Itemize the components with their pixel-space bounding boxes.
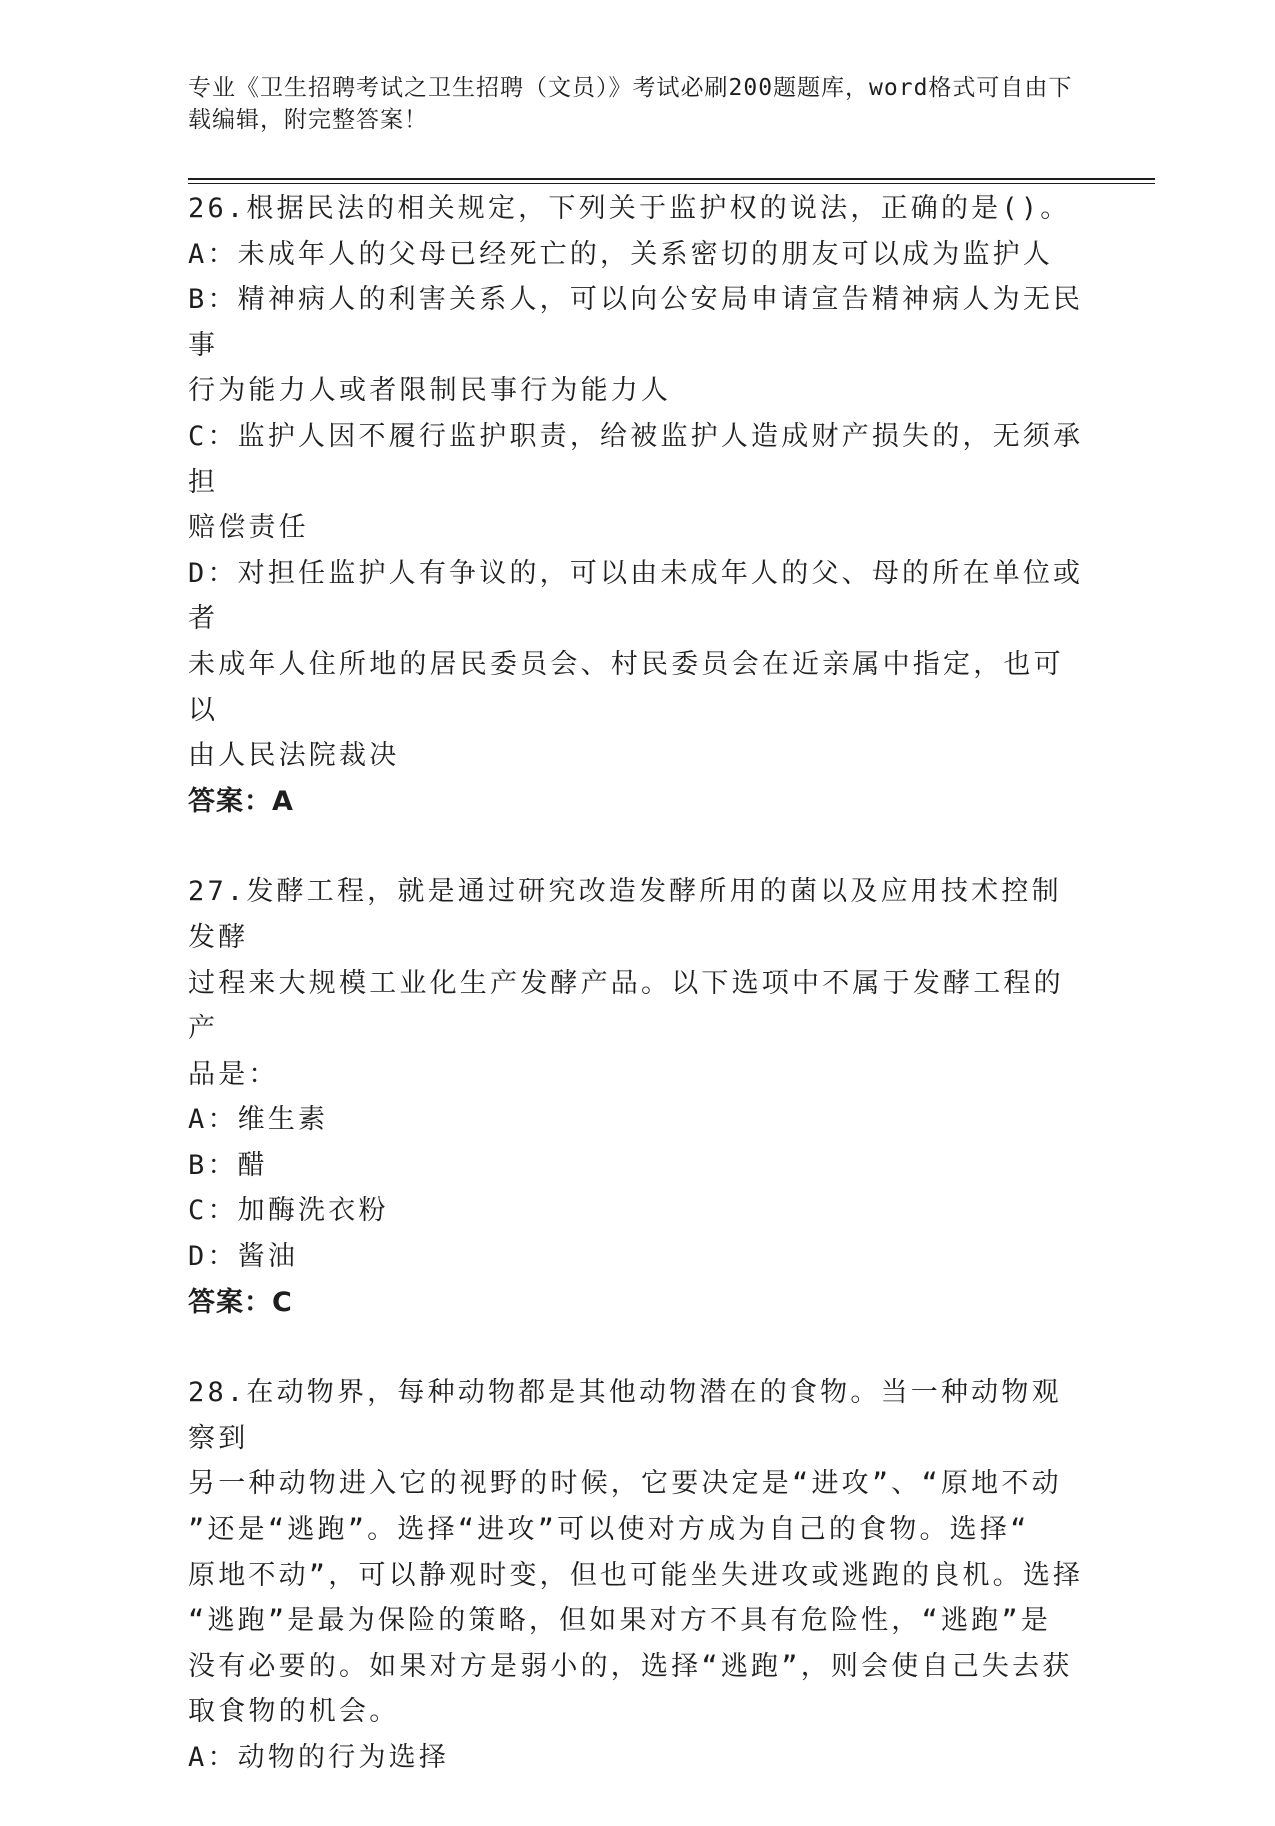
option-d: D：对担任监护人有争议的，可以由未成年人的父、母的所在单位或者 [188, 557, 1084, 635]
question-stem-continued: 品是： [188, 1058, 279, 1090]
option-d: D：酱油 [188, 1241, 299, 1273]
option-d-continued: 由人民法院裁决 [188, 740, 400, 772]
question-28 [188, 1370, 1088, 1780]
header-divider-thick [188, 178, 1155, 180]
option-c-continued: 赔偿责任 [188, 512, 309, 544]
question-stem-continued: “逃跑”是最为保险的策略，但如果对方不具有危险性，“逃跑”是 [188, 1605, 1052, 1637]
option-a: A：维生素 [188, 1104, 329, 1136]
answer-label: 答案：A [188, 785, 294, 817]
question-stem-continued: 取食物的机会。 [188, 1696, 400, 1728]
question-stem-continued: 没有必要的。如果对方是弱小的，选择“逃跑”，则会使自己失去获 [188, 1650, 1073, 1682]
header-note: 专业《卫生招聘考试之卫生招聘（文员）》考试必刷200题题库，word格式可自由下载编辑，附完整答案！ [188, 75, 1073, 133]
question-stem: 28.在动物界，每种动物都是其他动物潜在的食物。当一种动物观察到 [188, 1377, 1062, 1454]
option-c: C：监护人因不履行监护职责，给被监护人造成财产损失的，无须承担 [188, 420, 1084, 498]
question-stem-continued: ”还是“逃跑”。选择“进攻”可以使对方成为自己的食物。选择“ [188, 1514, 1030, 1546]
question-stem-continued: 过程来大规模工业化生产发酵产品。以下选项中不属于发酵工程的产 [188, 967, 1064, 1045]
option-d-continued: 未成年人住所地的居民委员会、村民委员会在近亲属中指定，也可以 [188, 648, 1064, 726]
option-c: C：加酶洗衣粉 [188, 1195, 389, 1227]
option-b: B：精神病人的利害关系人，可以向公安局申请宣告精神病人为无民事 [188, 284, 1084, 361]
option-a: A：未成年人的父母已经死亡的，关系密切的朋友可以成为监护人 [188, 238, 1054, 270]
answer-label: 答案：C [188, 1286, 293, 1318]
question-27 [188, 869, 1088, 1325]
option-b-continued: 行为能力人或者限制民事行为能力人 [188, 375, 672, 407]
question-stem: 26.根据民法的相关规定，下列关于监护权的说法，正确的是()。 [188, 193, 1071, 224]
question-stem-continued: 另一种动物进入它的视野的时候，它要决定是“进攻”、“原地不动 [188, 1468, 1062, 1500]
question-stem: 27.发酵工程，就是通过研究改造发酵所用的菌以及应用技术控制发酵 [188, 876, 1062, 953]
header-divider-thin [188, 183, 1155, 184]
option-a: A：动物的行为选择 [188, 1742, 450, 1773]
question-stem-continued: 原地不动”，可以静观时变，但也可能坐失进攻或逃跑的良机。选择 [188, 1559, 1084, 1591]
question-list [188, 186, 1088, 1826]
option-b: B：醋 [188, 1149, 268, 1181]
question-26 [188, 186, 1088, 824]
